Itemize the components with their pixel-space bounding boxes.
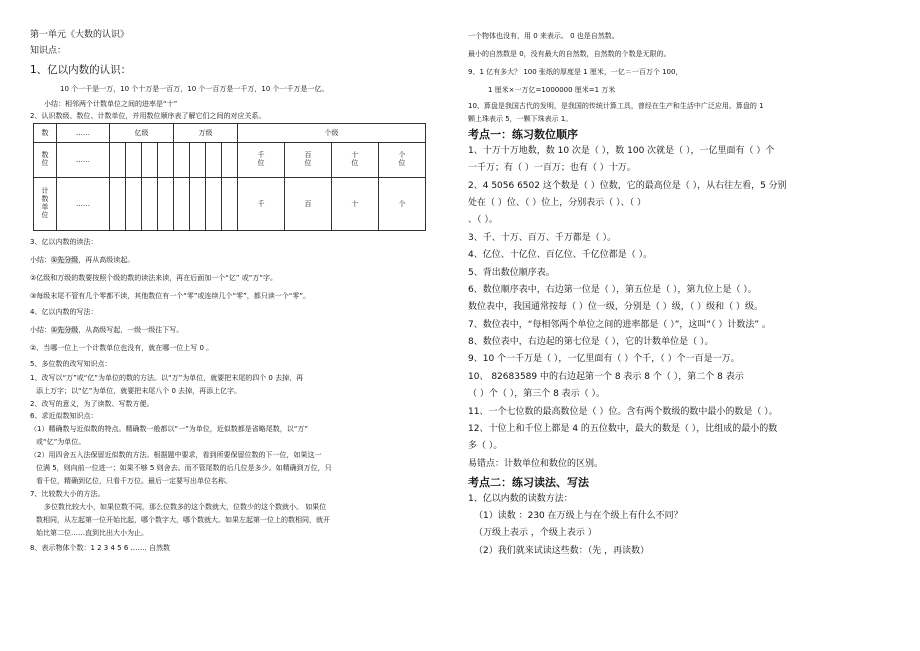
question-1: 1、十万十万地数，数 10 次是（ ），数 100 次就是（ ），一亿里面有（ ）个 (468, 146, 775, 156)
table-cell (34, 178, 57, 231)
exam-point2-heading: 考点二：练习读法、写法 (468, 476, 589, 489)
table-cell (190, 178, 206, 231)
section4-point2: ②、当哪一位上一个计数单位也没有，就在哪一位上写 0 。 (30, 344, 214, 352)
section6-point1-cont: 或“亿”为单位。 (36, 438, 86, 446)
table-cell (174, 143, 190, 178)
table-row-label: 数位 (41, 151, 49, 167)
section6-point2-cont: 看千位，精确到亿位，只看千万位。最后一定要写出单位名称。 (36, 477, 232, 485)
natural-number-zero: 一个物体也没有，用 0 来表示。 0 也是自然数。 (468, 32, 619, 40)
summary-highlight: ①先分级 (51, 256, 79, 264)
exam-point1-heading: 考点一：练习数位顺序 (468, 128, 578, 141)
table-cell-text: 百位 (303, 151, 312, 167)
unit-title: 第一单元《大数的认识》 (30, 30, 130, 40)
table-cell: 万级 (174, 124, 238, 143)
question-1-cont: 一千万；有（ ）一百万；也有（ ）十万。 (468, 163, 636, 173)
question-4: 4、亿位、十亿位、百亿位、千亿位都是（ ）。 (468, 250, 653, 260)
question-10-cont: （ ）个（ ），第三个 8 表示（ ）。 (468, 389, 606, 399)
reading-method-heading: 1、亿以内数的读数方法： (468, 494, 573, 504)
section5-point1: 1、改写以“万”或“亿”为单位的数的方法。以“万”为单位，就要把末尾的四个 0 去掉，再 (30, 374, 304, 382)
section2-heading: 2、认识数级、数位、计数单位，并用数位顺序表了解它们之间的对应关系。 (30, 112, 266, 120)
section1-summary: 小结：相邻两个计数单位之间的进率是“十” (44, 100, 178, 108)
reading-question-2: （2）我们就来试读这些数：（先 ，再读数） (474, 546, 650, 556)
knowledge-label: 知识点： (30, 46, 67, 56)
reading-question-1: （1）读数 ：230 在万级上与在个级上有什么不同？ (474, 511, 683, 521)
place-value-table (33, 123, 426, 231)
question-11: 11、一个七位数的最高数位是（ ）位。含有两个数级的数中最小的数是（ ）。 (468, 407, 778, 417)
question-12: 12、十位上和千位上都是 4 的五位数中，最大的数是（ ），比组成的最小的数 (468, 424, 778, 434)
section3-point2: ②亿级和万级的数要按照个级的数的读法来读，再在后面加一个“亿” 或“万”字。 (30, 274, 278, 282)
question-2-cont: 、（ ）。 (468, 215, 498, 225)
section1-heading: 1、亿以内数的认识： (30, 64, 132, 76)
section8: 8、表示物体个数：1 2 3 4 5 6 ……. 自然数 (30, 544, 170, 552)
table-cell (238, 143, 285, 178)
table-cell (206, 178, 222, 231)
table-cell (284, 143, 331, 178)
reading-question-1-answer: （万级上表示 ，个级上表示 ） (474, 528, 597, 538)
table-cell (110, 143, 126, 178)
question-5: 5、背出数位顺序表。 (468, 268, 555, 278)
table-cell: …… (57, 124, 110, 143)
table-cell (158, 143, 174, 178)
question-2: 2、4 5056 6502 这个数是（ ）位数，它的最高位是（ ），从右往左看，5 分别 (468, 181, 787, 191)
table-cell-text: 十位 (350, 151, 359, 167)
section7-point1: 多位数比较大小，如果位数不同，那么位数多的这个数就大，位数少的这个数就小。 如果位 (44, 503, 327, 511)
table-cell (222, 178, 238, 231)
table-cell: 数 (34, 124, 57, 143)
section7-heading: 7、比较数大小的方法。 (30, 490, 105, 498)
section7-point1-cont: 数相同，从左起第一位开始比起，哪个数字大，哪个数就大。如果左起第一位上的数相同，就开 (36, 516, 330, 524)
section6-point1: （1）精确数与近似数的特点。精确数一般都以“一”为单位，近似数都是省略尾数，以“万” (30, 425, 308, 433)
section3-point3: ③每级末尾不管有几个零都不读，其他数位有一个“零”或连续几个“零”，都只读一个“零”。 (30, 292, 311, 300)
section6-heading: 6、求近似数知识点： (30, 412, 98, 420)
table-cell (331, 143, 378, 178)
how-big-is-100-million: 9、1 亿有多大？ 100 张纸的厚度是 1 厘米，一亿＝一百万个 100， (468, 68, 683, 76)
summary-suffix: ，从高级写起，一级一级往下写。 (78, 326, 184, 334)
table-cell: 亿级 (110, 124, 174, 143)
table-cell (174, 178, 190, 231)
table-cell (142, 178, 158, 231)
section6-point2: （2）用四舍五入法保留近似数的方法。根据题中要求，看到所要保留位数的下一位，如果这一 (30, 451, 322, 459)
table-cell (378, 143, 425, 178)
question-2-cont: 处在（ ）位、（ ）位上，分别表示（ ）、（ ） (468, 198, 646, 208)
summary-suffix: ，再从高级读起。 (78, 256, 135, 264)
table-cell (126, 178, 142, 231)
section5-heading: 5、多位数的改写知识点： (30, 360, 112, 368)
table-row-label: 计数单位 (41, 187, 49, 219)
table-cell: …… (57, 143, 110, 178)
section4-summary (30, 326, 183, 334)
section1-line: 10 个一千是一万，10 个十万是一百万，10 个一百万是一千万，10 个一千万是一亿。 (60, 85, 329, 93)
summary-prefix: 小结： (30, 326, 51, 334)
abacus-note-cont: 颗上珠表示 5，一颗下珠表示 1。 (468, 115, 573, 123)
table-cell (110, 178, 126, 231)
question-7: 7、数位表中，“每相邻两个单位之间的进率都是（ ）”，这叫“（ ）计数法” 。 (468, 320, 771, 330)
table-cell: 千 (238, 178, 285, 231)
common-mistake: 易错点：计数单位和数位的区别。 (468, 459, 604, 469)
table-cell (34, 143, 57, 178)
summary-prefix: 小结： (30, 256, 51, 264)
table-cell (206, 143, 222, 178)
table-cell (222, 143, 238, 178)
question-3: 3、千、十万、百万、千万都是（ ）。 (468, 233, 617, 243)
table-row (34, 178, 426, 231)
section3-summary (30, 256, 134, 264)
section5-point1-cont: 添上万字；以“亿”为单位，就要把末尾八个 0 去掉，再添上亿字。 (36, 387, 242, 395)
table-cell-text: 个位 (397, 151, 406, 167)
section3-heading: 3、亿以内数的读法： (30, 238, 98, 246)
abacus-note: 10、算盘是我国古代的发明，是我国的传统计算工具，曾经在生产和生活中广泛应用。算盘的 1 (468, 102, 764, 110)
table-cell (158, 178, 174, 231)
question-6: 6、数位顺序表中，右边第一位是（ ），第五位是（ ），第九位上是（ ）。 (468, 285, 757, 295)
section6-point2-cont: 位满 5，则向前一位进一；如果不够 5 则舍去。而不管尾数的后几位是多少。如精确到万位，只 (36, 464, 332, 472)
section4-heading: 4、亿以内数的写法： (30, 308, 98, 316)
table-cell (142, 143, 158, 178)
table-cell: 个级 (238, 124, 426, 143)
table-cell: …… (57, 178, 110, 231)
question-12-cont: 多（ ）。 (468, 441, 503, 451)
section5-point2: 2、改写的意义，为了读数、写数方便。 (30, 400, 154, 408)
table-cell (190, 143, 206, 178)
thickness-calculation: 1 厘米×一万亿=1000000 厘米=1 万米 (488, 86, 616, 94)
summary-highlight: ①先分级 (51, 326, 79, 334)
table-cell: 十 (331, 178, 378, 231)
natural-number-range: 最小的自然数是 0，没有最大的自然数，自然数的个数是无限的。 (468, 50, 671, 58)
question-10: 10、 82683589 中的右边起第一个 8 表示 8 个（ ），第二个 8 表示 (468, 372, 744, 382)
table-row (34, 124, 426, 143)
table-cell (126, 143, 142, 178)
table-cell: 百 (284, 178, 331, 231)
question-9: 9、10 个一千万是（ ），一亿里面有（ ）个千，（ ）个一百是一万。 (468, 354, 740, 364)
table-cell: 个 (378, 178, 425, 231)
table-row (34, 143, 426, 178)
question-6-cont: 数位表中，我国通常按每（ ）位一级，分别是（ ）级，（ ）级和（ ）级。 (468, 302, 763, 312)
question-8: 8、数位表中，右边起的第七位是（ ），它的计数单位是（ ）。 (468, 337, 714, 347)
table-cell-text: 千位 (256, 151, 265, 167)
section7-point1-cont: 始比第二位……直到比出大小为止。 (36, 529, 148, 537)
